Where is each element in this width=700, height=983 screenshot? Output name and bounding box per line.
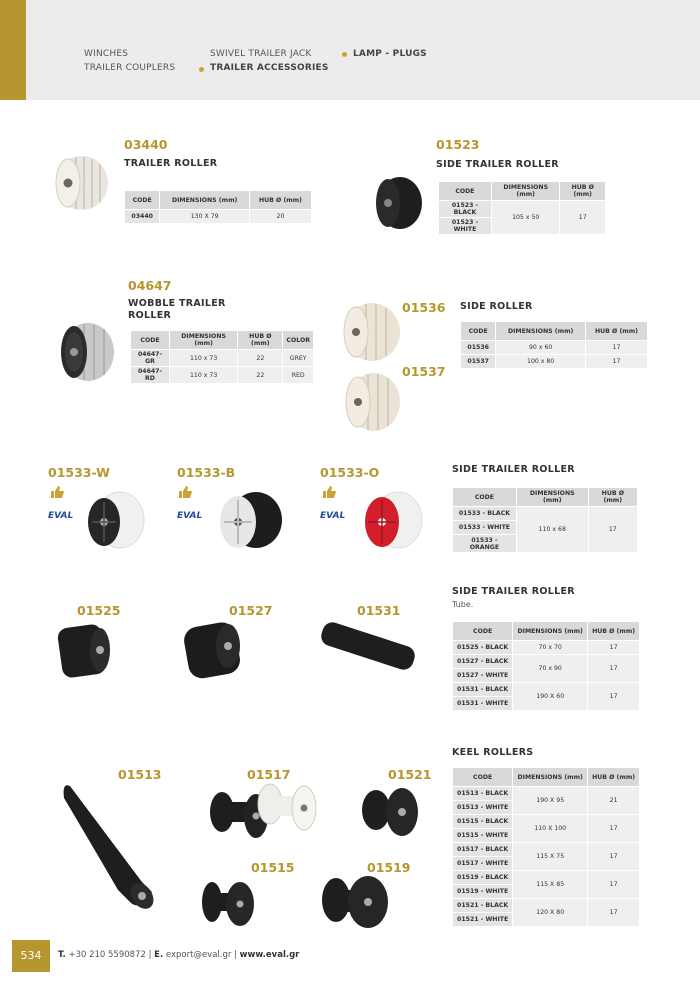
table-cell: 01521 - WHITE [453, 913, 513, 927]
product-title-wobble-trailer-roller: WOBBLE TRAILER ROLLER [128, 298, 226, 321]
table-header-row [461, 322, 648, 341]
eval-logo-text: EVAL [320, 511, 346, 521]
table-header-cell: HUB Ø (mm) [588, 622, 640, 641]
tube-roller-01531-image [318, 618, 418, 676]
product-title-side-trailer-roller: SIDE TRAILER ROLLER [436, 159, 559, 170]
table-cell: 120 X 80 [513, 899, 588, 927]
table-cell: 17 [585, 341, 647, 355]
product-code-01527: 01527 [229, 603, 273, 618]
table-header-row [453, 488, 638, 507]
table-cell: 17 [588, 655, 640, 683]
col-hub: HUB Ø (mm) [249, 191, 311, 210]
page-number: 534 [12, 940, 50, 972]
eval-logo [48, 511, 76, 525]
table-cell: 20 [249, 210, 311, 224]
table-cell: 01531 - WHITE [453, 697, 513, 711]
table-row [453, 641, 640, 655]
table-cell: 01531 - BLACK [453, 683, 513, 697]
table-cell: 04647-RD [131, 367, 170, 384]
spec-table-01536 [460, 321, 648, 369]
table-header-row [125, 191, 312, 210]
product-title-side-trailer-roller: SIDE TRAILER ROLLER [452, 464, 575, 475]
side-trailer-roller-orange-image [358, 488, 426, 552]
thumbs-up-icon [322, 486, 336, 498]
table-header-cell: HUB Ø (mm) [588, 768, 640, 787]
table-header-row [453, 622, 640, 641]
table-cell: RED [283, 367, 314, 384]
table-cell: 17 [588, 871, 640, 899]
table-cell: 01533 - ORANGE [453, 535, 517, 553]
product-code-03440: 03440 [124, 137, 168, 152]
bullet-icon [342, 52, 347, 57]
spec-table-keel-rollers [452, 767, 640, 927]
product-code-01519: 01519 [367, 860, 411, 875]
table-cell: 17 [588, 507, 637, 553]
table-cell: 17 [560, 201, 606, 235]
product-title-trailer-roller: TRAILER ROLLER [124, 158, 218, 169]
product-code-04647: 04647 [128, 278, 172, 293]
table-row [453, 899, 640, 913]
tube-roller-01527-image [182, 618, 248, 682]
product-code-01525: 01525 [77, 603, 121, 618]
product-code-01533-b: 01533-B [177, 465, 236, 480]
table-header-cell: DIMENSIONS (mm) [513, 622, 588, 641]
table-cell: 22 [238, 350, 283, 367]
nav-lamp-plugs[interactable]: LAMP - PLUGS [353, 49, 427, 59]
table-cell: 01513 - WHITE [453, 801, 513, 815]
email-link[interactable]: export@eval.gr [165, 950, 232, 960]
keel-roller-01517-image [206, 782, 318, 846]
table-row [453, 655, 640, 669]
table-cell: 22 [238, 367, 283, 384]
table-cell: 105 x 50 [491, 201, 560, 235]
table-cell: 115 X 75 [513, 843, 588, 871]
table-cell: 01523 - BLACK [439, 201, 492, 218]
side-roller-images [338, 300, 402, 434]
product-code-01533-o: 01533-O [320, 465, 380, 480]
product-title-side-roller: SIDE ROLLER [460, 301, 533, 312]
table-cell: 17 [588, 899, 640, 927]
table-cell: 01533 - WHITE [453, 521, 517, 535]
nav-winches[interactable]: WINCHES [84, 49, 129, 59]
table-cell: 01525 - BLACK [453, 641, 513, 655]
table-header-cell: HUB Ø (mm) [238, 331, 283, 350]
table-cell: 190 X 95 [513, 787, 588, 815]
table-cell: 17 [588, 815, 640, 843]
table-cell: 130 X 79 [160, 210, 250, 224]
section-title-keel-rollers: KEEL ROLLERS [452, 747, 534, 758]
table-header-cell: HUB Ø (mm) [585, 322, 647, 341]
table-cell: 17 [588, 843, 640, 871]
table-header-cell: DIMENSIONS (mm) [491, 182, 560, 201]
product-title-side-trailer-roller-tube: SIDE TRAILER ROLLER [452, 586, 575, 597]
tube-roller-01525-image [52, 622, 116, 682]
col-code: CODE [125, 191, 160, 210]
table-cell: 04647-GR [131, 350, 170, 367]
trailer-roller-image [48, 152, 110, 214]
table-cell: 01517 - WHITE [453, 857, 513, 871]
spec-table-01533 [452, 487, 638, 553]
footer-contact: T. +30 210 5590872 | E. export@eval.gr | www.eval.gr [58, 950, 300, 960]
col-dimensions: DIMENSIONS (mm) [160, 191, 250, 210]
table-cell: 17 [588, 641, 640, 655]
side-trailer-roller-white-image [82, 488, 146, 552]
table-row [453, 843, 640, 857]
keel-roller-01513-image [60, 772, 164, 922]
side-trailer-roller-black-image [368, 174, 426, 232]
eval-logo [177, 511, 205, 525]
table-header-cell: DIMENSIONS (mm) [496, 322, 586, 341]
table-header-row [131, 331, 314, 350]
table-cell: 90 x 60 [496, 341, 586, 355]
table-header-cell: CODE [131, 331, 170, 350]
table-cell: 100 x 80 [496, 355, 586, 369]
table-cell: 190 X 60 [513, 683, 588, 711]
table-row [461, 341, 648, 355]
side-trailer-roller-black-image [212, 488, 286, 552]
table-header-cell: DIMENSIONS (mm) [513, 768, 588, 787]
table-cell: 01537 [461, 355, 496, 369]
product-code-01537: 01537 [402, 364, 446, 379]
table-header-cell: DIMENSIONS (mm) [516, 488, 588, 507]
keel-roller-01515-image [198, 878, 262, 930]
product-code-01533-w: 01533-W [48, 465, 110, 480]
table-header-cell: HUB Ø (mm) [588, 488, 637, 507]
table-cell: 01527 - WHITE [453, 669, 513, 683]
product-code-01523: 01523 [436, 137, 480, 152]
table-cell: 01536 [461, 341, 496, 355]
table-header-cell: CODE [453, 488, 517, 507]
nav-trailer-couplers[interactable]: TRAILER COUPLERS [84, 63, 176, 73]
nav-trailer-accessories[interactable]: TRAILER ACCESSORIES [210, 63, 329, 73]
product-code-01517: 01517 [247, 767, 291, 782]
chapter-color-tab [0, 0, 26, 100]
table-header-row [439, 182, 606, 201]
table-cell: 01517 - BLACK [453, 843, 513, 857]
table-header-cell: CODE [439, 182, 492, 201]
table-cell: 03440 [125, 210, 160, 224]
spec-table-01523 [438, 181, 606, 235]
eval-logo [320, 511, 348, 525]
table-row [131, 367, 314, 384]
table-cell: 115 X 85 [513, 871, 588, 899]
table-cell: 110 x 73 [170, 350, 238, 367]
table-row [453, 683, 640, 697]
thumbs-up-icon [50, 486, 64, 498]
keel-roller-01521-image [360, 784, 424, 840]
table-cell: 01515 - BLACK [453, 815, 513, 829]
table-header-row [453, 768, 640, 787]
table-cell: 01521 - BLACK [453, 899, 513, 913]
table-cell: 01533 - BLACK [453, 507, 517, 521]
table-cell: 01519 - BLACK [453, 871, 513, 885]
table-cell: 21 [588, 787, 640, 815]
website-link[interactable]: www.eval.gr [239, 950, 300, 960]
keel-roller-01519-image [320, 872, 394, 932]
table-cell: 70 x 90 [513, 655, 588, 683]
table-cell: 01513 - BLACK [453, 787, 513, 801]
table-cell: 17 [588, 683, 640, 711]
product-code-01531: 01531 [357, 603, 401, 618]
table-header-cell: DIMENSIONS (mm) [170, 331, 238, 350]
product-code-01536: 01536 [402, 300, 446, 315]
table-cell: 70 x 70 [513, 641, 588, 655]
product-subtitle: Tube. [452, 600, 474, 609]
thumbs-up-icon [178, 486, 192, 498]
spec-table-03440 [124, 190, 312, 224]
table-cell: 01519 - WHITE [453, 885, 513, 899]
eval-logo-text: EVAL [177, 511, 203, 521]
active-bullet-icon [199, 67, 204, 72]
table-row [439, 201, 606, 218]
table-header-cell: HUB Ø (mm) [560, 182, 606, 201]
table-cell: 01515 - WHITE [453, 829, 513, 843]
product-code-01521: 01521 [388, 767, 432, 782]
table-header-cell: COLOR [283, 331, 314, 350]
table-cell: 01523 - WHITE [439, 218, 492, 235]
product-code-01513: 01513 [118, 767, 162, 782]
table-row [125, 210, 312, 224]
table-row [453, 871, 640, 885]
phone-number: +30 210 5590872 [68, 950, 146, 960]
table-header-cell: CODE [453, 768, 513, 787]
table-cell: 110 x 73 [170, 367, 238, 384]
table-row [453, 815, 640, 829]
eval-logo-text: EVAL [48, 511, 74, 521]
table-header-cell: CODE [461, 322, 496, 341]
spec-table-04647 [130, 330, 314, 384]
wobble-trailer-roller-image [54, 320, 116, 384]
table-header-cell: CODE [453, 622, 513, 641]
table-cell: 17 [585, 355, 647, 369]
spec-table-01525 [452, 621, 640, 711]
table-cell: 01527 - BLACK [453, 655, 513, 669]
table-cell: 110 x 68 [516, 507, 588, 553]
product-code-01515: 01515 [251, 860, 295, 875]
table-row [453, 507, 638, 521]
nav-swivel-trailer-jack[interactable]: SWIVEL TRAILER JACK [210, 49, 312, 59]
table-row [131, 350, 314, 367]
table-row [453, 787, 640, 801]
table-cell: GREY [283, 350, 314, 367]
table-row [461, 355, 648, 369]
table-cell: 110 X 100 [513, 815, 588, 843]
